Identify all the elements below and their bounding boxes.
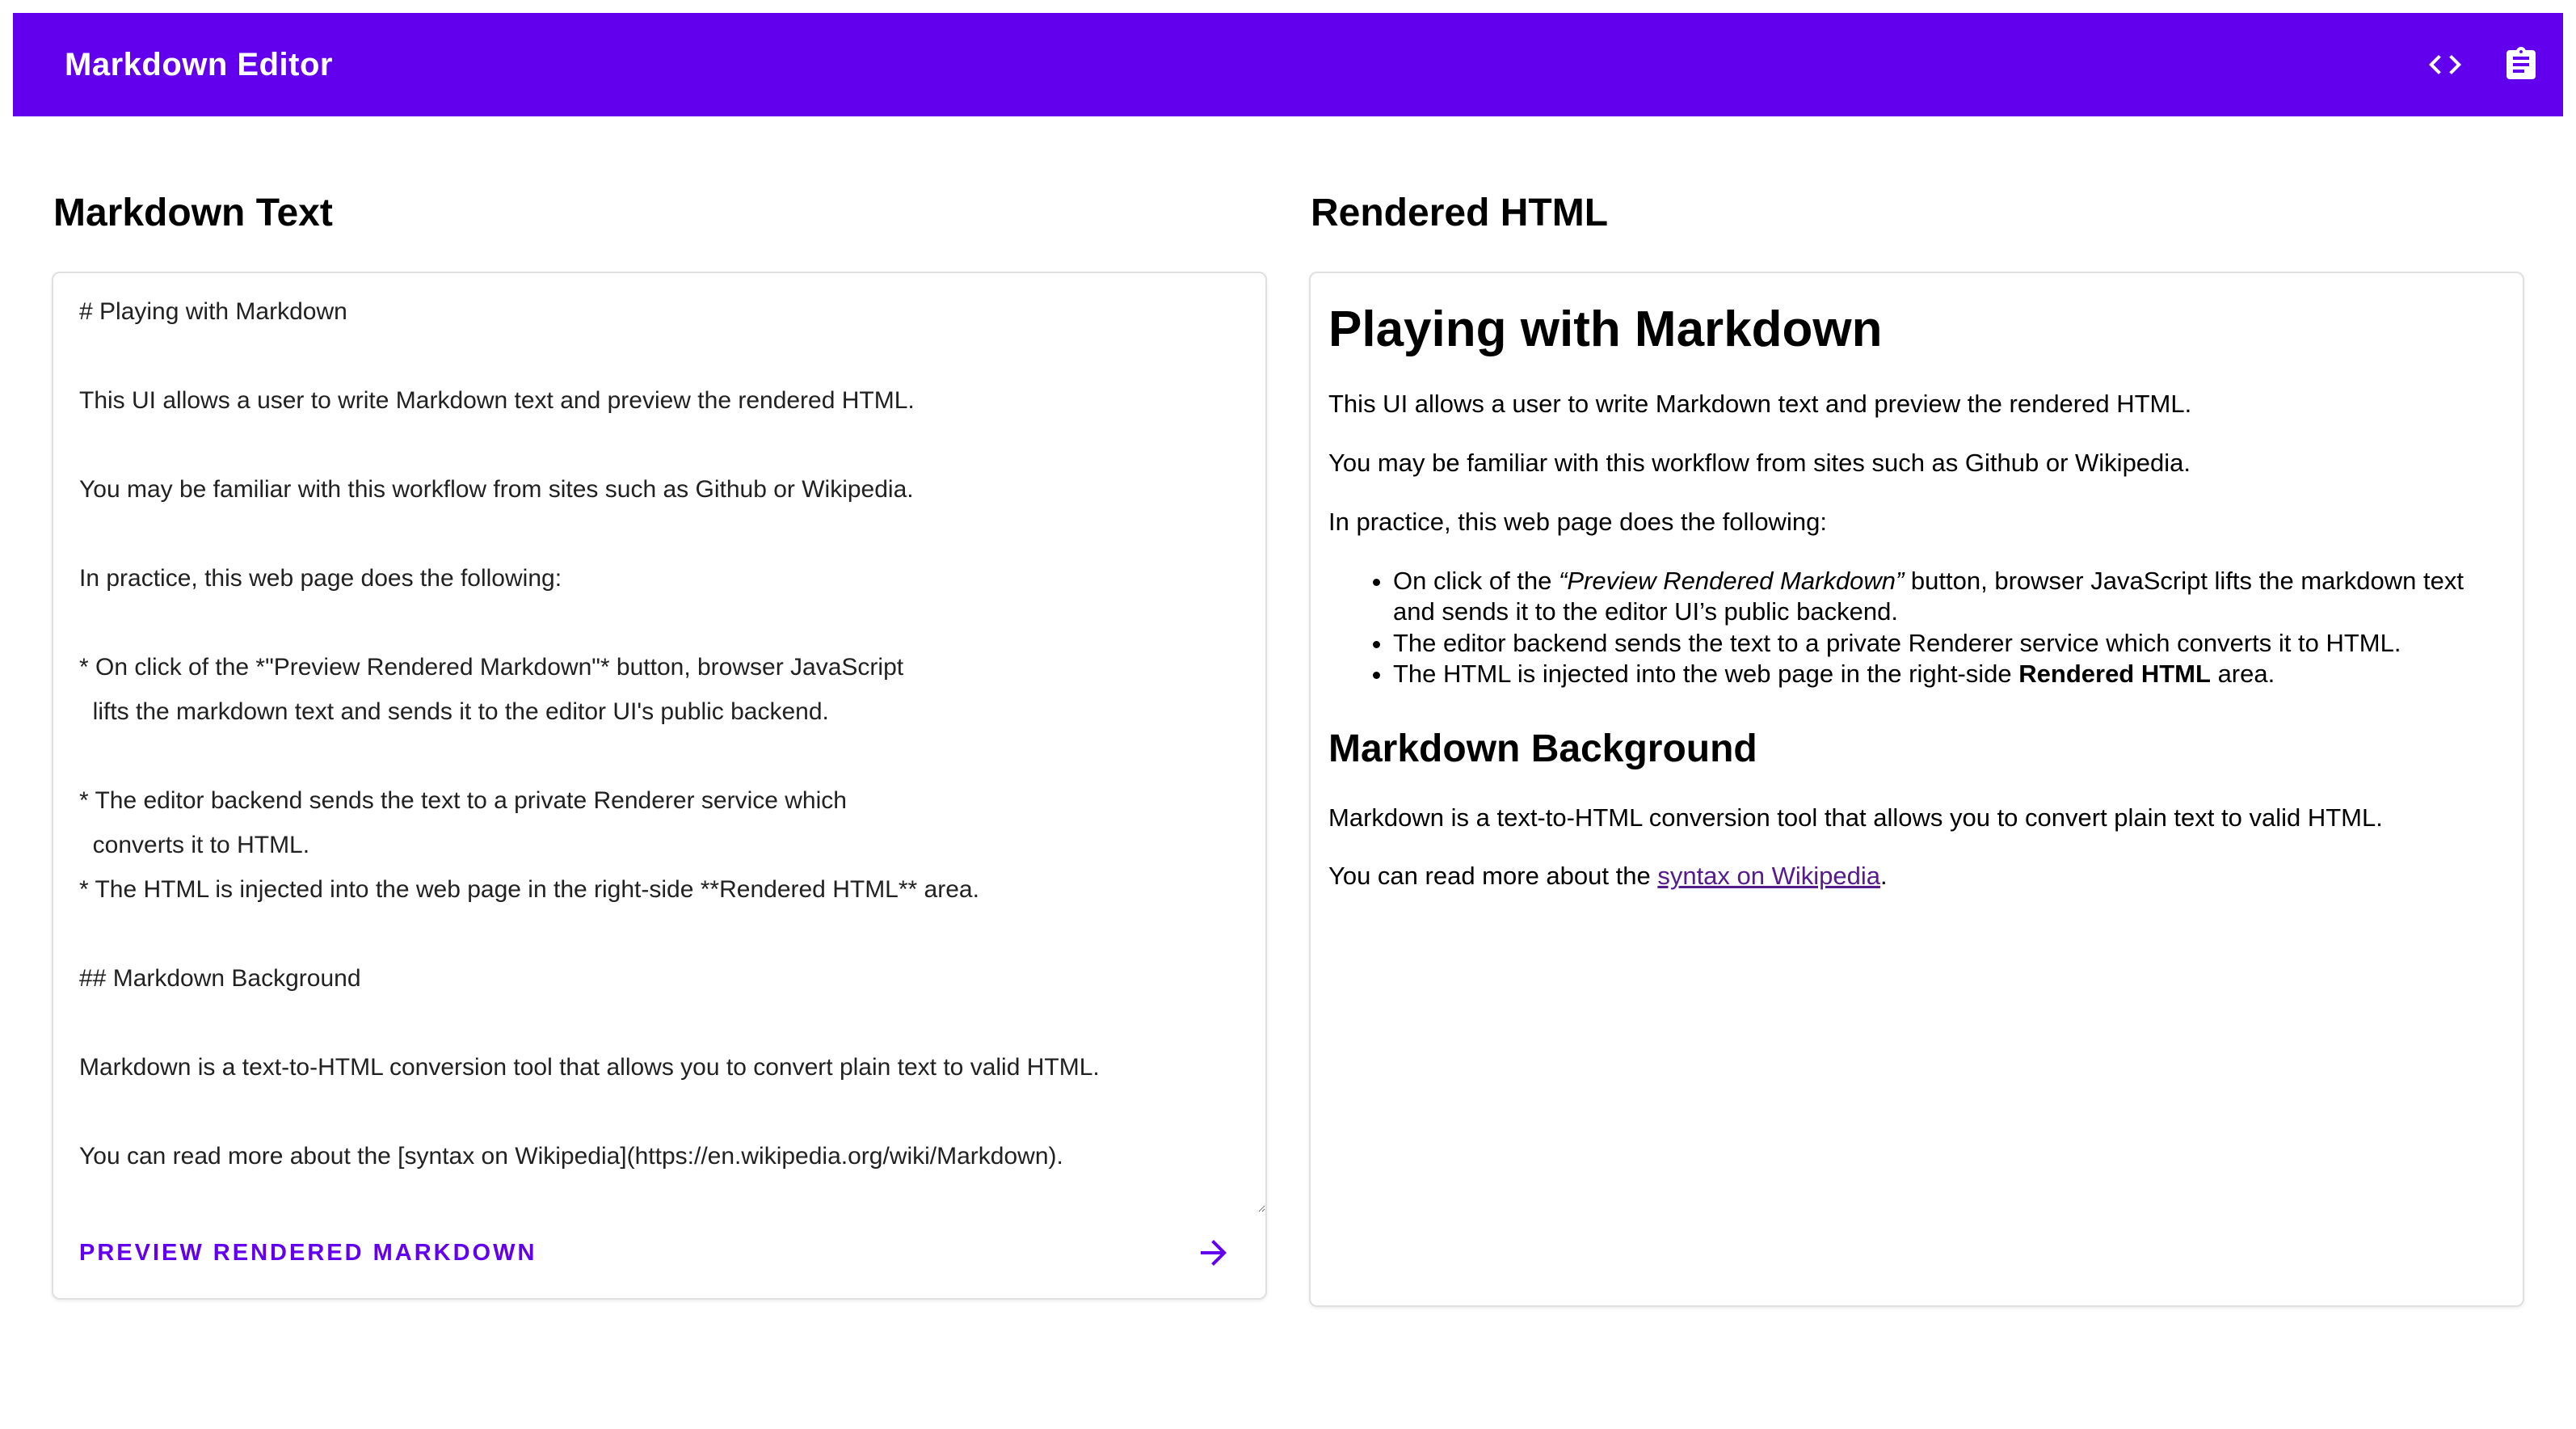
rendered-html-heading: Rendered HTML <box>1311 192 1609 234</box>
rendered-paragraph: You may be familiar with this workflow from sites such as Github or Wikipedia. <box>1328 449 2191 478</box>
markdown-text-heading: Markdown Text <box>53 192 333 234</box>
rendered-h1: Playing with Markdown <box>1328 301 1883 357</box>
app-bar <box>13 13 2563 116</box>
rendered-bullet-item: • The editor backend sends the text to a private Renderer service which converts it to HTML. <box>1393 628 2505 659</box>
markdown-editor-card <box>52 272 1267 1300</box>
app-title: Markdown Editor <box>65 46 333 82</box>
rendered-paragraph: This UI allows a user to write Markdown text and preview the rendered HTML. <box>1328 390 2192 419</box>
rendered-bullet-item: • On click of the “Preview Rendered Markdown” button, browser JavaScript lifts the markdown text and sends it to the editor UI’s public backend. <box>1393 566 2505 628</box>
rendered-bullet-list <box>1328 566 2505 690</box>
app-bar-actions <box>2426 45 2563 84</box>
rendered-html-card <box>1309 272 2524 1307</box>
editor-card-actions <box>53 1212 1265 1298</box>
rendered-paragraph: In practice, this web page does the following: <box>1328 507 1827 536</box>
syntax-on-wikipedia-link[interactable]: syntax on Wikipedia <box>1657 862 1881 891</box>
arrow-forward-icon[interactable] <box>1194 1233 1233 1272</box>
main-content <box>0 116 2576 1307</box>
code-icon[interactable] <box>2426 45 2464 84</box>
rendered-markdown <box>1328 301 2505 892</box>
markdown-input[interactable] <box>53 273 1265 1212</box>
clipboard-icon[interactable] <box>2502 45 2540 84</box>
preview-rendered-markdown-button[interactable]: PREVIEW RENDERED MARKDOWN <box>79 1239 537 1266</box>
rendered-html-column <box>1309 116 2524 1307</box>
rendered-bullet-item: • The HTML is injected into the web page in the right-side Rendered HTML area. <box>1393 659 2505 689</box>
rendered-h2: Markdown Background <box>1328 727 1757 771</box>
rendered-paragraph: Markdown is a text-to-HTML conversion tool that allows you to convert plain text to valid HTML. <box>1328 803 2383 832</box>
markdown-text-column <box>52 116 1267 1307</box>
rendered-paragraph-with-link: You can read more about the syntax on Wikipedia. <box>1328 862 1888 891</box>
